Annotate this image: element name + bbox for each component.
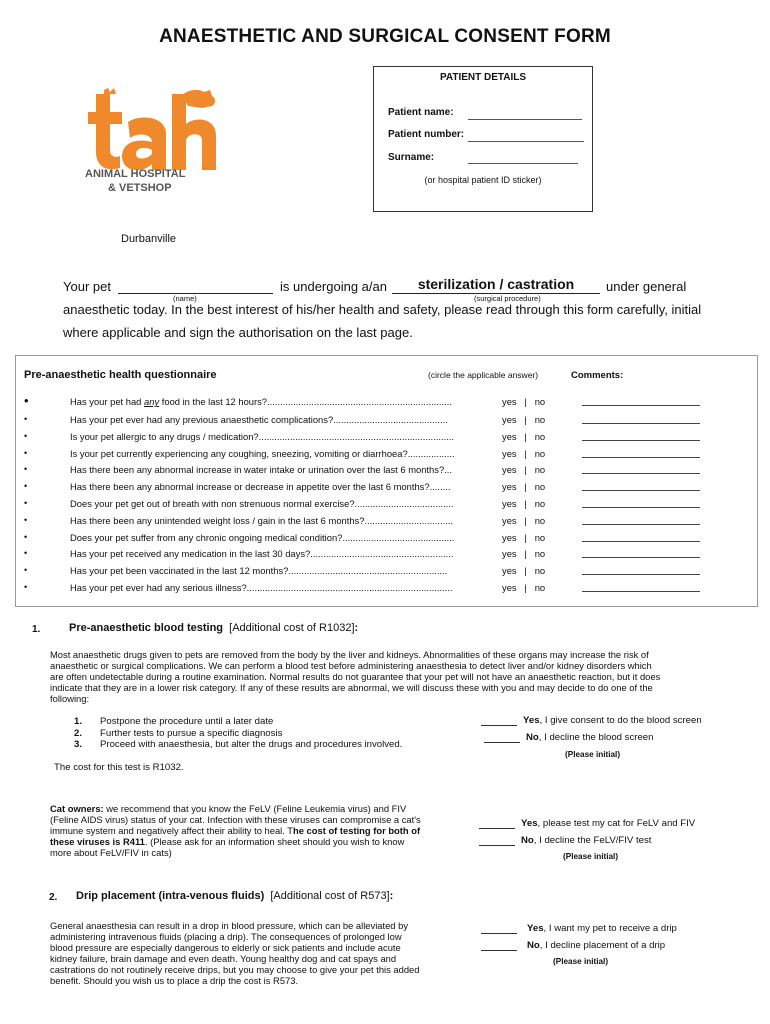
initial-blank[interactable] bbox=[481, 725, 517, 726]
form-title: ANAESTHETIC AND SURGICAL CONSENT FORM bbox=[159, 26, 611, 47]
comment-line[interactable] bbox=[582, 457, 700, 458]
question-text: Has there been any abnormal increase in water intake or urination over the last 6 months?... bbox=[70, 464, 452, 476]
section-1-paragraph: Most anaesthetic drugs given to pets are removed from the body by the liver and kidneys. Abnormalities of these organs may increase the risk of anaesthetic or surgical complications. We can perform a blood test before administering anaesthesia to detect liver and/or kidney disorders which are often undetectable during a routine examination. Normal results do not guarantee that your pet will not have an anaesthetic reaction, but it does indicate that they are in a lower risk category. If any of these results are abnormal, we will discuss these with you and may decide to do one of the following: bbox=[50, 649, 661, 705]
patient-number-field[interactable] bbox=[468, 129, 584, 142]
comment-line[interactable] bbox=[582, 440, 700, 441]
comments-label: Comments: bbox=[571, 370, 624, 381]
question-text: Has your pet received any medication in the last 30 days?....................................................... bbox=[70, 548, 454, 560]
patient-name-field[interactable] bbox=[468, 107, 582, 120]
yes-no-choice[interactable]: yes | no bbox=[502, 498, 546, 509]
question-row bbox=[16, 481, 757, 498]
yes-no-choice[interactable]: yes | no bbox=[502, 582, 546, 593]
yes-no-choice[interactable]: yes | no bbox=[502, 548, 546, 560]
blood-test-cost-note: The cost for this test is R1032. bbox=[54, 762, 184, 773]
comment-line[interactable] bbox=[582, 574, 700, 575]
comment-line[interactable] bbox=[582, 490, 700, 491]
question-row bbox=[16, 515, 757, 532]
please-initial-2: (Please initial) bbox=[563, 852, 619, 861]
intro-line-3: where applicable and sign the authorisation on the last page. bbox=[63, 325, 413, 340]
bullet: • bbox=[24, 531, 28, 542]
undergoing-label: is undergoing a/an bbox=[280, 279, 387, 294]
name-caption: (name) bbox=[173, 294, 197, 303]
please-initial-3: (Please initial) bbox=[553, 957, 609, 966]
initial-blank[interactable] bbox=[484, 742, 520, 743]
comment-line[interactable] bbox=[582, 423, 700, 424]
yes-no-choice[interactable]: yes | no bbox=[502, 565, 546, 577]
yes-no-choice[interactable]: yes | no bbox=[502, 396, 546, 407]
questionnaire-box bbox=[15, 355, 758, 607]
logo-line-2: & VETSHOP bbox=[108, 182, 172, 194]
blood-screen-yes[interactable]: Yes, I give consent to do the blood screen bbox=[481, 715, 702, 726]
surname-field[interactable] bbox=[468, 151, 578, 164]
comment-line[interactable] bbox=[582, 524, 700, 525]
question-text: Is your pet allergic to any drugs / medication?........................................................................... bbox=[70, 430, 454, 442]
section-2-number: 2. bbox=[49, 892, 58, 903]
comment-line[interactable] bbox=[582, 507, 700, 508]
yes-no-choice[interactable]: yes | no bbox=[502, 447, 546, 459]
question-row bbox=[16, 582, 757, 599]
yes-no-choice[interactable]: yes | no bbox=[502, 481, 546, 493]
section-1-number: 1. bbox=[32, 624, 41, 635]
patient-details-box bbox=[373, 66, 593, 212]
section-2-paragraph: General anaesthesia can result in a drop in blood pressure, which can be alleviated by administering intravenous fluids (placing a drip). The consequences of prolonged low blood pressure are especially dangerous to elderly or sick patients and include acute kidney failure, brain damage and even death. Young healthy dog and cat spays and castrations do not routinely receive drips, but you may choose to give your pet this added benefit. Should you wish us to place a drip the cost is R573. bbox=[50, 920, 420, 987]
yes-no-choice[interactable]: yes | no bbox=[502, 430, 546, 442]
comment-line[interactable] bbox=[582, 541, 700, 542]
patient-name-label: Patient name: bbox=[388, 107, 454, 118]
initial-blank[interactable] bbox=[479, 845, 515, 846]
option-item: 1. Postpone the procedure until a later date bbox=[74, 716, 274, 727]
question-text: Has your pet been vaccinated in the last 12 months?............................................................. bbox=[70, 565, 448, 577]
felv-test-yes[interactable]: Yes, please test my cat for FeLV and FIV bbox=[479, 818, 695, 829]
section-1-heading: Pre-anaesthetic blood testing [Additional cost of R1032]: bbox=[69, 622, 359, 634]
patient-number-label: Patient number: bbox=[388, 129, 465, 140]
question-row bbox=[16, 565, 757, 582]
question-text: Has there been any unintended weight loss / gain in the last 6 months?.................................. bbox=[70, 514, 454, 526]
procedure-field[interactable]: sterilization / castration bbox=[392, 276, 600, 294]
patient-details-heading: PATIENT DETAILS bbox=[439, 72, 527, 83]
drip-no[interactable]: No, I decline placement of a drip bbox=[481, 940, 665, 951]
question-text: Has there been any abnormal increase or decrease in appetite over the last 6 months?........ bbox=[70, 481, 451, 493]
bullet: • bbox=[24, 565, 28, 576]
question-text: Does your pet suffer from any chronic ongoing medical condition?........................................... bbox=[70, 531, 455, 543]
logo-line-1: ANIMAL HOSPITAL bbox=[85, 168, 186, 180]
drip-yes[interactable]: Yes, I want my pet to receive a drip bbox=[481, 923, 677, 934]
question-text: Does your pet get out of breath with non strenuous normal exercise?...................................... bbox=[70, 498, 454, 509]
questionnaire-heading: Pre-anaesthetic health questionnaire bbox=[24, 369, 217, 381]
comment-line[interactable] bbox=[582, 591, 700, 592]
question-row bbox=[16, 498, 757, 515]
surname-label: Surname: bbox=[388, 152, 435, 163]
section-1-options bbox=[74, 716, 402, 751]
yes-no-choice[interactable]: yes | no bbox=[502, 464, 546, 476]
pet-name-field[interactable] bbox=[118, 279, 273, 294]
bullet: • bbox=[24, 414, 28, 424]
location-text: Durbanville bbox=[121, 233, 177, 245]
hospital-logo bbox=[82, 88, 232, 198]
under-general-label: under general bbox=[606, 279, 687, 294]
question-text: Has your pet had any food in the last 12 hours?....................................................................... bbox=[70, 396, 452, 407]
question-row bbox=[16, 448, 757, 465]
option-item: 3. Proceed with anaesthesia, but alter the drugs and procedures involved. bbox=[74, 739, 403, 750]
section-2-heading: Drip placement (intra-venous fluids) [Additional cost of R573]: bbox=[76, 890, 394, 902]
intro-line-2: anaesthetic today. In the best interest of his/her health and safety, please read through this form carefully, initial bbox=[63, 302, 702, 317]
comment-line[interactable] bbox=[582, 405, 700, 406]
bullet: • bbox=[24, 447, 28, 458]
bullet: • bbox=[24, 481, 28, 492]
comment-line[interactable] bbox=[582, 473, 700, 474]
blood-screen-no[interactable]: No, I decline the blood screen bbox=[484, 732, 653, 743]
felv-test-no[interactable]: No, I decline the FeLV/FIV test bbox=[479, 835, 651, 846]
patient-id-note: (or hospital patient ID sticker) bbox=[424, 175, 542, 185]
bullet: • bbox=[24, 582, 28, 592]
comment-line[interactable] bbox=[582, 557, 700, 558]
cat-owners-paragraph: Cat owners: we recommend that you know the FeLV (Feline Leukemia virus) and FIV (Feline AIDS virus) status of your cat. Infection with these viruses can compromise a cat's immune system and negatively affect their ability to heal. The cost of testing for both of these viruses is R411. (Please ask for an information sheet should you wish to know more about FeLV/FIV in cats) bbox=[50, 803, 421, 859]
bullet: • bbox=[24, 498, 28, 508]
initial-blank[interactable] bbox=[481, 933, 517, 934]
bullet: • bbox=[24, 464, 28, 475]
please-initial-1: (Please initial) bbox=[565, 750, 621, 759]
question-text: Has your pet ever had any serious illness?............................................................................... bbox=[70, 582, 453, 593]
option-item: 2. Further tests to pursue a specific diagnosis bbox=[74, 727, 283, 739]
initial-blank[interactable] bbox=[479, 828, 515, 829]
question-text: Has your pet ever had any previous anaesthetic complications?............................................ bbox=[70, 414, 448, 425]
question-row bbox=[16, 548, 757, 565]
question-text: Is your pet currently experiencing any coughing, sneezing, vomiting or diarrhoea?.................. bbox=[70, 447, 455, 459]
yes-no-choice[interactable]: yes | no bbox=[502, 514, 546, 526]
initial-blank[interactable] bbox=[481, 950, 517, 951]
question-row bbox=[16, 393, 757, 413]
bullet: • bbox=[24, 548, 28, 559]
yes-no-choice[interactable]: yes | no bbox=[502, 414, 546, 425]
question-row bbox=[16, 464, 757, 481]
bullet: • bbox=[24, 430, 28, 441]
question-row bbox=[16, 414, 757, 431]
question-row bbox=[16, 532, 757, 549]
circle-note: (circle the applicable answer) bbox=[428, 370, 539, 380]
bullet: • bbox=[24, 393, 29, 408]
question-row bbox=[16, 431, 757, 448]
procedure-caption: (surgical procedure) bbox=[474, 294, 541, 303]
bullet: • bbox=[24, 514, 28, 525]
yes-no-choice[interactable]: yes | no bbox=[502, 531, 546, 543]
your-pet-label: Your pet bbox=[63, 279, 111, 294]
